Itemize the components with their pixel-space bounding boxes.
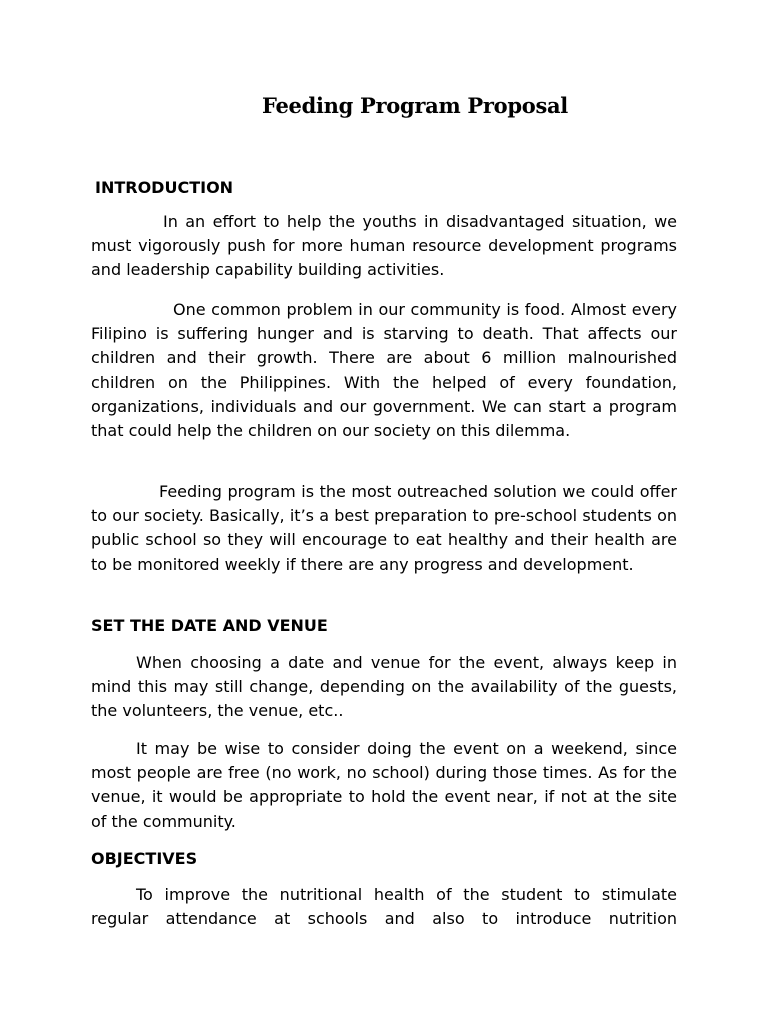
intro-paragraph-2: One common problem in our community is food. Almost every Filipino is suffering hunger and is starving to death. That affects our children and their growth. There are about 6 million malnourished children on the Philippines. With the helped of every foundation, organizations, individuals and our government. We can start a program that could help the children on our society on this dilemma.: [91, 300, 677, 441]
section-heading-date-venue: SET THE DATE AND VENUE: [91, 616, 328, 635]
intro-paragraph-3: Feeding program is the most outreached solution we could offer to our society. Basically, it’s a best preparation to pre-school students on public school so they will encourage to eat healthy and their health are to be monitored weekly if there are any progress and development.: [91, 482, 677, 574]
date-venue-paragraph-2: It may be wise to consider doing the event on a weekend, since most people are free (no work, no school) during those times. As for the venue, it would be appropriate to hold the event near, if not at the site of the community.: [91, 739, 677, 831]
date-venue-paragraph-1: When choosing a date and venue for the event, always keep in mind this may still change, depending on the availability of the guests, the volunteers, the venue, etc..: [91, 653, 677, 721]
intro-paragraph-1: In an effort to help the youths in disadvantaged situation, we must vigorously push for more human resource development programs and leadership capability building activities.: [91, 212, 677, 280]
objectives-paragraph-1: To improve the nutritional health of the student to stimulate regular attendance at schools and also to introduce nutrition: [91, 885, 677, 929]
section-heading-objectives: OBJECTIVES: [91, 849, 198, 868]
section-heading-introduction: INTRODUCTION: [95, 178, 234, 197]
document-title: Feeding Program Proposal: [262, 93, 568, 118]
